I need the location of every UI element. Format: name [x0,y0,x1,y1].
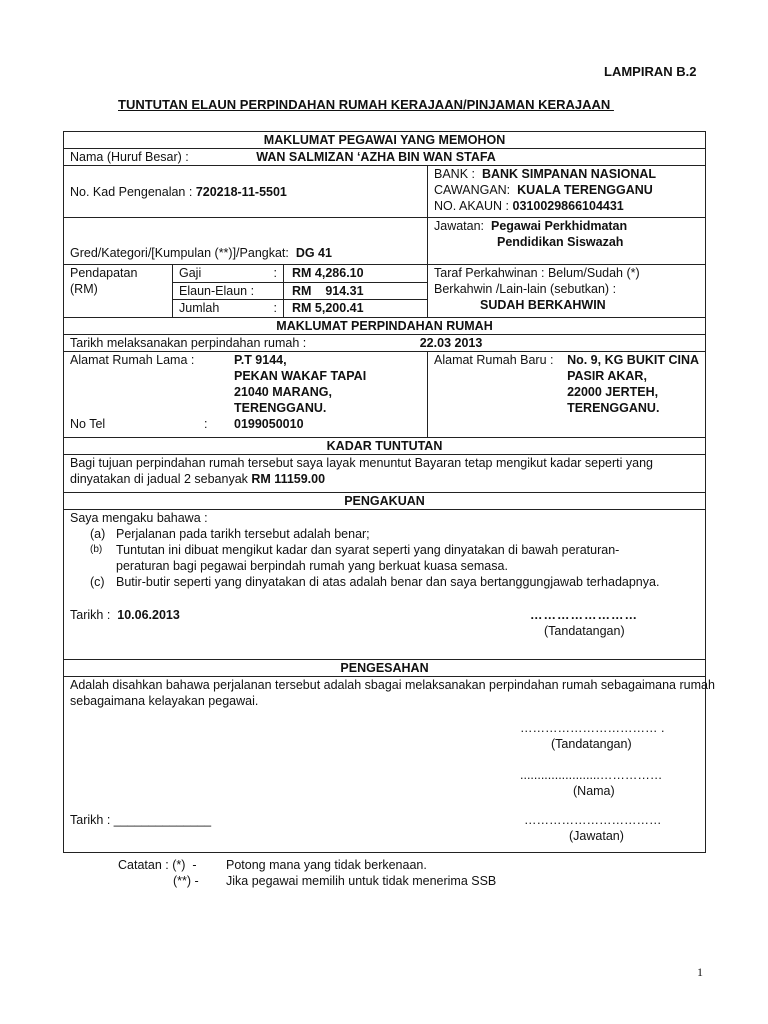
nama-value: WAN SALMIZAN ‘AZHA BIN WAN STAFA [256,150,496,164]
document-title: TUNTUTAN ELAUN PERPINDAHAN RUMAH KERAJAAN/PINJAMAN KERAJAAN [118,97,614,112]
kadar-amount: RM 11159.00 [251,472,326,486]
section-maklumat-perpindahan: MAKLUMAT PERPINDAHAN RUMAH [64,318,706,335]
pengakuan-item-b-cont [90,558,699,574]
section-pengesahan: PENGESAHAN [64,660,706,677]
kadar-text-2: dinyatakan di jadual 2 sebanyak [70,472,252,486]
gaji-value: RM 4,286.10 [284,265,428,282]
alamat-lama-line-3: 21040 MARANG, [234,385,332,399]
akaun-value: 0310029866104431 [512,199,624,213]
pengakuan-marker-b-cont [90,558,116,574]
pengakuan-text-c: Butir-butir seperti yang dinyatakan di atas adalah benar dan saya bertanggungjawab terhadapnya. [116,575,660,589]
pengakuan-signature-label: (Tandatangan) [544,624,625,638]
alamat-baru-line-3: 22000 JERTEH, [567,385,659,399]
alamat-baru-line-4: TERENGGANU. [567,401,660,415]
kadar-text-cell [64,455,706,493]
pengakuan-item-c [90,574,699,590]
pengakuan-signature-line: …………………… [530,608,638,622]
ic-cell [64,166,428,218]
jawatan-cell [428,218,706,265]
claim-form-table [63,131,715,853]
pengakuan-cell [64,510,706,660]
alamat-baru-line-1: No. 9, KG BUKIT CINA [567,353,700,367]
tarikh-pindah-value: 22.03 2013 [419,336,483,350]
taraf-label: Taraf Perkahwinan : Belum/Sudah (*) [434,266,640,280]
section-kadar-tuntutan: KADAR TUNTUTAN [64,438,706,455]
tel-value: 0199050010 [234,417,304,431]
tarikh-pindah-row [64,335,706,352]
pengakuan-item-b [90,542,699,558]
bank-label: BANK : [434,167,475,181]
elaun-value: RM 914.31 [284,282,428,300]
alamat-lama-line-2: PEKAN WAKAF TAPAI [234,369,367,383]
pengesahan-nama-line: .......................…………… [520,768,663,782]
alamat-baru-lines [567,352,699,416]
pendapatan-unit: (RM) [70,282,98,296]
jawatan-label: Jawatan: [434,219,485,233]
section-pengakuan: PENGAKUAN [64,493,706,510]
kadar-text-1: Bagi tujuan perpindahan rumah tersebut saya layak menuntut Bayaran tetap mengikut kadar seperti yang [70,456,654,470]
taraf-cell [428,265,706,318]
pengesahan-tarikh: Tarikh : ______________ [70,813,212,827]
pengesahan-text-1: Adalah disahkan bahawa perjalanan tersebut adalah sbagai melaksanakan perpindahan rumah sebagaimana rumah [70,678,715,692]
pengesahan-cell [64,677,715,853]
nama-label: Nama (Huruf Besar) : [70,150,189,164]
jumlah-label-cell [173,300,284,317]
pengakuan-item-a [90,526,699,542]
ic-label: No. Kad Pengenalan : [70,184,193,199]
pengakuan-tarikh-value: 10.06.2013 [117,608,180,622]
section-maklumat-pegawai: MAKLUMAT PEGAWAI YANG MEMOHON [64,132,706,149]
nama-row [64,149,706,166]
jumlah-label: Jumlah [179,301,220,316]
jumlah-value: RM 5,200.41 [284,300,428,317]
pengakuan-tarikh [70,607,180,623]
elaun-label: Elaun-Elaun : [173,282,284,300]
lampiran-label: LAMPIRAN B.2 [604,64,697,79]
page-number: 1 [697,965,703,979]
pendapatan-cell [64,265,428,318]
pengakuan-marker-c: (c) [90,575,105,589]
tel-label: No Tel [70,417,106,431]
ic-value: 720218-11-5501 [195,184,287,199]
pengakuan-tarikh-label: Tarikh : [70,608,111,622]
alamat-baru-line-2: PASIR AKAR, [567,369,647,383]
pengakuan-text-a: Perjalanan pada tarikh tersebut adalah benar; [116,527,370,541]
pengakuan-text-b: Tuntutan ini dibuat mengikut kadar dan syarat seperti yang dinyatakan di bawah peraturan- [116,543,620,557]
pengesahan-signature-line: …………………………… . [520,721,665,735]
pengesahan-jawatan-line: …………………………… [524,813,662,827]
alamat-lama-label: Alamat Rumah Lama : [70,353,195,367]
pengakuan-text-b-cont: peraturan bagi pegawai berpindah rumah yang berkuat kuasa semasa. [116,559,508,573]
pengakuan-intro: Saya mengaku bahawa : [70,511,208,525]
bank-value: BANK SIMPANAN NASIONAL [481,167,657,181]
bank-cell [428,166,706,218]
jawatan-value-2: Pendidikan Siswazah [497,235,624,249]
gaji-label: Gaji [179,266,202,280]
alamat-baru-cell [428,352,706,438]
gaji-label-cell [173,265,284,282]
alamat-lama-line-4: TERENGGANU. [234,401,327,415]
catatan-label: Catatan : (*) - [118,858,197,872]
tel-colon: : [204,417,208,431]
taraf-value: SUDAH BERKAHWIN [480,298,606,312]
cawangan-label: CAWANGAN: [434,183,511,197]
catatan-note-2: Jika pegawai memilih untuk tidak menerima SSB [226,874,497,888]
alamat-lama-line-1: P.T 9144, [234,353,287,367]
gred-value: DG 41 [295,246,332,260]
jawatan-value-1: Pegawai Perkhidmatan [490,219,628,233]
pendapatan-label: Pendapatan [70,266,138,280]
tarikh-pindah-label: Tarikh melaksanakan perpindahan rumah : [70,336,307,350]
pengakuan-marker-b: (b) [90,544,103,555]
alamat-lama-cell [64,352,428,438]
cawangan-value: KUALA TERENGGANU [517,183,653,197]
alamat-lama-lines [234,352,366,416]
pendapatan-label-cell [64,265,173,317]
gred-label: Gred/Kategori/[Kumpulan (**)]/Pangkat: [70,246,289,260]
pengesahan-nama-label: (Nama) [573,784,615,798]
catatan-label-2: (**) - [173,874,199,888]
akaun-label: NO. AKAUN : [434,199,510,213]
gaji-colon: : [273,266,277,280]
gred-cell [64,218,428,265]
pengesahan-signature-label: (Tandatangan) [551,737,632,751]
pengakuan-list [70,526,699,590]
jumlah-colon: : [273,301,277,316]
pengesahan-jawatan-label: (Jawatan) [569,829,624,843]
tel-row [70,416,421,432]
pengesahan-text-2: sebagaimana kelayakan pegawai. [70,694,259,708]
berkahwin-label: Berkahwin /Lain-lain (sebutkan) : [434,282,617,296]
alamat-baru-label: Alamat Rumah Baru : [434,353,554,367]
catatan-note-1: Potong mana yang tidak berkenaan. [226,858,427,872]
pengakuan-marker-a: (a) [90,527,106,541]
